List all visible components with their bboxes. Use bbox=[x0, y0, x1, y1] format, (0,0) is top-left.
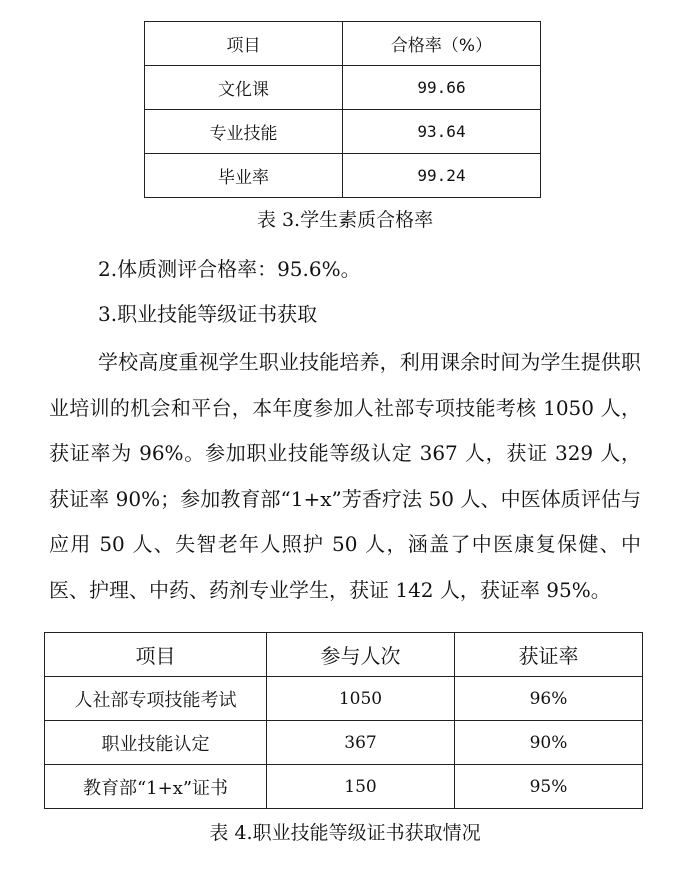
column-header-item: 项目 bbox=[145, 22, 343, 66]
table-row bbox=[45, 677, 643, 721]
table-header-row bbox=[45, 633, 643, 677]
table-row bbox=[45, 721, 643, 765]
table-cell-item: 毕业率 bbox=[145, 154, 343, 198]
section-heading: 3.职业技能等级证书获取 bbox=[98, 302, 318, 326]
quality-pass-rate-table bbox=[144, 21, 541, 198]
certificate-table bbox=[44, 632, 643, 809]
fitness-pass-rate-line: 2.体质测评合格率：95.6%。 bbox=[98, 257, 361, 281]
body-paragraph: 学校高度重视学生职业技能培养，利用课余时间为学生提供职业培训的机会和平台，本年度参加人社部专项技能考核 1050 人，获证率为 96%。参加职业技能等级认定 367 人，获证 329 人，获证率 90%；参加教育部“1+x”芳香疗法 50 人、中医体质评估与应用 50 人、失智老年人照护 50 人，涵盖了中医康复保健、中医、护理、中药、药剂专业学生，获证 142 人，获证率 95%。 bbox=[49, 350, 641, 602]
table-row bbox=[45, 765, 643, 809]
table-cell-rate: 93.64 bbox=[343, 110, 541, 154]
table-cell-rate: 99.24 bbox=[343, 154, 541, 198]
table-cell-item: 职业技能认定 bbox=[45, 721, 267, 765]
table-cell-cert-rate: 96% bbox=[455, 677, 643, 721]
table-cell-item: 人社部专项技能考试 bbox=[45, 677, 267, 721]
table-cell-cert-rate: 95% bbox=[455, 765, 643, 809]
table3-caption: 表 3.学生素质合格率 bbox=[256, 209, 434, 231]
table-cell-participants: 1050 bbox=[267, 677, 455, 721]
table-cell-rate: 99.66 bbox=[343, 66, 541, 110]
table-row bbox=[145, 154, 541, 198]
table-row bbox=[145, 66, 541, 110]
table-cell-item: 教育部“1+x”证书 bbox=[45, 765, 267, 809]
table-row bbox=[145, 110, 541, 154]
column-header-cert-rate: 获证率 bbox=[455, 633, 643, 677]
table-header-row bbox=[145, 22, 541, 66]
table-cell-item: 专业技能 bbox=[145, 110, 343, 154]
table-cell-item: 文化课 bbox=[145, 66, 343, 110]
table-cell-participants: 150 bbox=[267, 765, 455, 809]
table-cell-cert-rate: 90% bbox=[455, 721, 643, 765]
column-header-participants: 参与人次 bbox=[267, 633, 455, 677]
column-header-pass-rate: 合格率（%） bbox=[343, 22, 541, 66]
column-header-item: 项目 bbox=[45, 633, 267, 677]
table-cell-participants: 367 bbox=[267, 721, 455, 765]
table4-caption: 表 4.职业技能等级证书获取情况 bbox=[209, 822, 481, 844]
